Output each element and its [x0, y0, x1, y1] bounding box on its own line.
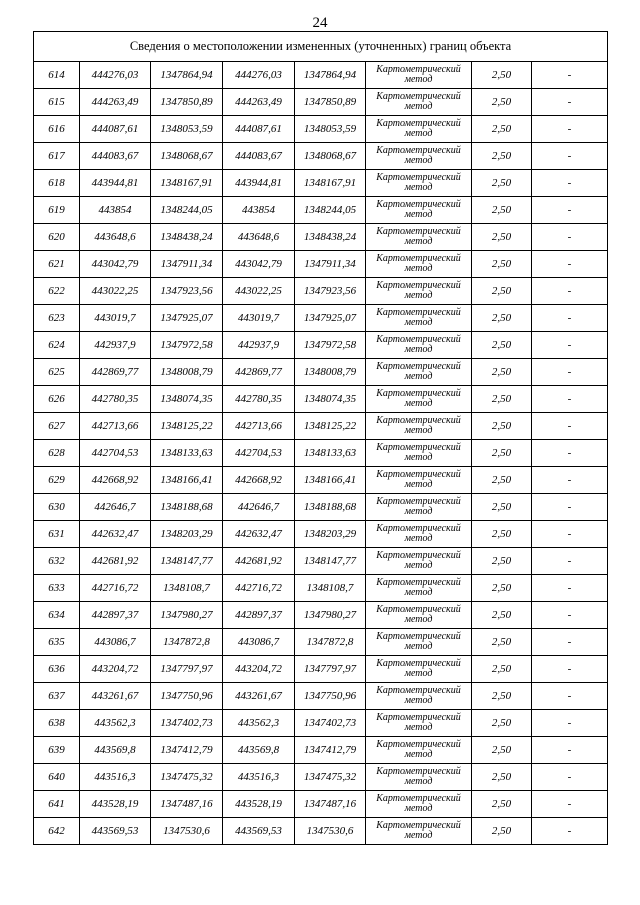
note-cell: - — [532, 278, 608, 305]
existing-x-cell: 443042,79 — [80, 251, 151, 278]
existing-y-cell: 1348244,05 — [151, 197, 223, 224]
refined-x-cell: 443562,3 — [223, 710, 295, 737]
table-row — [34, 305, 608, 332]
method-cell: Картометрический метод — [366, 305, 472, 332]
note-cell: - — [532, 224, 608, 251]
refined-x-cell: 443516,3 — [223, 764, 295, 791]
existing-y-cell: 1347530,6 — [151, 818, 223, 845]
existing-y-cell: 1348188,68 — [151, 494, 223, 521]
accuracy-cell: 2,50 — [472, 683, 532, 710]
point-number-cell: 616 — [34, 116, 80, 143]
existing-y-cell: 1347980,27 — [151, 602, 223, 629]
method-cell: Картометрический метод — [366, 494, 472, 521]
refined-y-cell: 1348068,67 — [295, 143, 366, 170]
existing-x-cell: 443569,8 — [80, 737, 151, 764]
note-cell: - — [532, 170, 608, 197]
method-cell: Картометрический метод — [366, 656, 472, 683]
point-number-cell: 631 — [34, 521, 80, 548]
point-number-cell: 635 — [34, 629, 80, 656]
refined-x-cell: 443204,72 — [223, 656, 295, 683]
existing-y-cell: 1347797,97 — [151, 656, 223, 683]
method-cell: Картометрический метод — [366, 197, 472, 224]
existing-y-cell: 1347487,16 — [151, 791, 223, 818]
method-cell: Картометрический метод — [366, 224, 472, 251]
accuracy-cell: 2,50 — [472, 818, 532, 845]
point-number-cell: 621 — [34, 251, 80, 278]
method-cell: Картометрический метод — [366, 89, 472, 116]
note-cell: - — [532, 602, 608, 629]
table-row — [34, 413, 608, 440]
existing-y-cell: 1347475,32 — [151, 764, 223, 791]
note-cell: - — [532, 683, 608, 710]
refined-y-cell: 1348167,91 — [295, 170, 366, 197]
point-number-cell: 620 — [34, 224, 80, 251]
existing-y-cell: 1347850,89 — [151, 89, 223, 116]
existing-x-cell: 443569,53 — [80, 818, 151, 845]
refined-x-cell: 443022,25 — [223, 278, 295, 305]
refined-y-cell: 1348053,59 — [295, 116, 366, 143]
refined-x-cell: 443086,7 — [223, 629, 295, 656]
table-row — [34, 683, 608, 710]
accuracy-cell: 2,50 — [472, 710, 532, 737]
method-cell: Картометрический метод — [366, 359, 472, 386]
note-cell: - — [532, 386, 608, 413]
table-row — [34, 170, 608, 197]
existing-x-cell: 443019,7 — [80, 305, 151, 332]
accuracy-cell: 2,50 — [472, 278, 532, 305]
point-number-cell: 623 — [34, 305, 80, 332]
existing-y-cell: 1348125,22 — [151, 413, 223, 440]
existing-y-cell: 1348108,7 — [151, 575, 223, 602]
table-row — [34, 386, 608, 413]
point-number-cell: 633 — [34, 575, 80, 602]
accuracy-cell: 2,50 — [472, 521, 532, 548]
table-row — [34, 548, 608, 575]
refined-x-cell: 444087,61 — [223, 116, 295, 143]
note-cell: - — [532, 737, 608, 764]
existing-x-cell: 443261,67 — [80, 683, 151, 710]
note-cell: - — [532, 494, 608, 521]
method-cell: Картометрический метод — [366, 764, 472, 791]
table-row — [34, 467, 608, 494]
note-cell: - — [532, 791, 608, 818]
existing-y-cell: 1347923,56 — [151, 278, 223, 305]
method-cell: Картометрический метод — [366, 575, 472, 602]
method-cell: Картометрический метод — [366, 467, 472, 494]
existing-y-cell: 1348053,59 — [151, 116, 223, 143]
existing-x-cell: 443854 — [80, 197, 151, 224]
existing-y-cell: 1348133,63 — [151, 440, 223, 467]
note-cell: - — [532, 359, 608, 386]
existing-x-cell: 442681,92 — [80, 548, 151, 575]
existing-x-cell: 443562,3 — [80, 710, 151, 737]
existing-x-cell: 443528,19 — [80, 791, 151, 818]
note-cell: - — [532, 413, 608, 440]
refined-x-cell: 443854 — [223, 197, 295, 224]
accuracy-cell: 2,50 — [472, 791, 532, 818]
refined-y-cell: 1348438,24 — [295, 224, 366, 251]
refined-y-cell: 1348074,35 — [295, 386, 366, 413]
method-cell: Картометрический метод — [366, 332, 472, 359]
accuracy-cell: 2,50 — [472, 764, 532, 791]
refined-y-cell: 1348203,29 — [295, 521, 366, 548]
accuracy-cell: 2,50 — [472, 575, 532, 602]
note-cell: - — [532, 629, 608, 656]
refined-x-cell: 442869,77 — [223, 359, 295, 386]
existing-y-cell: 1347911,34 — [151, 251, 223, 278]
refined-y-cell: 1348147,77 — [295, 548, 366, 575]
note-cell: - — [532, 656, 608, 683]
refined-x-cell: 443042,79 — [223, 251, 295, 278]
accuracy-cell: 2,50 — [472, 143, 532, 170]
point-number-cell: 629 — [34, 467, 80, 494]
existing-x-cell: 442716,72 — [80, 575, 151, 602]
note-cell: - — [532, 197, 608, 224]
refined-y-cell: 1347750,96 — [295, 683, 366, 710]
method-cell: Картометрический метод — [366, 683, 472, 710]
existing-y-cell: 1347972,58 — [151, 332, 223, 359]
existing-y-cell: 1348074,35 — [151, 386, 223, 413]
note-cell: - — [532, 89, 608, 116]
accuracy-cell: 2,50 — [472, 467, 532, 494]
refined-x-cell: 444276,03 — [223, 62, 295, 89]
refined-y-cell: 1347850,89 — [295, 89, 366, 116]
table-row — [34, 656, 608, 683]
existing-y-cell: 1347925,07 — [151, 305, 223, 332]
note-cell: - — [532, 116, 608, 143]
point-number-cell: 634 — [34, 602, 80, 629]
table-row — [34, 440, 608, 467]
point-number-cell: 632 — [34, 548, 80, 575]
refined-x-cell: 443261,67 — [223, 683, 295, 710]
table-row — [34, 143, 608, 170]
table-row — [34, 332, 608, 359]
refined-y-cell: 1347923,56 — [295, 278, 366, 305]
point-number-cell: 636 — [34, 656, 80, 683]
accuracy-cell: 2,50 — [472, 89, 532, 116]
existing-x-cell: 444276,03 — [80, 62, 151, 89]
existing-y-cell: 1348068,67 — [151, 143, 223, 170]
existing-x-cell: 442937,9 — [80, 332, 151, 359]
refined-y-cell: 1347864,94 — [295, 62, 366, 89]
refined-y-cell: 1348125,22 — [295, 413, 366, 440]
accuracy-cell: 2,50 — [472, 251, 532, 278]
method-cell: Картометрический метод — [366, 278, 472, 305]
table-row — [34, 89, 608, 116]
note-cell: - — [532, 467, 608, 494]
refined-y-cell: 1347972,58 — [295, 332, 366, 359]
table-row — [34, 629, 608, 656]
point-number-cell: 627 — [34, 413, 80, 440]
method-cell: Картометрический метод — [366, 548, 472, 575]
table-title-row — [34, 32, 608, 62]
method-cell: Картометрический метод — [366, 440, 472, 467]
note-cell: - — [532, 440, 608, 467]
note-cell: - — [532, 143, 608, 170]
method-cell: Картометрический метод — [366, 521, 472, 548]
table-row — [34, 818, 608, 845]
existing-y-cell: 1348167,91 — [151, 170, 223, 197]
refined-x-cell: 442780,35 — [223, 386, 295, 413]
existing-x-cell: 444087,61 — [80, 116, 151, 143]
existing-x-cell: 442897,37 — [80, 602, 151, 629]
existing-x-cell: 443944,81 — [80, 170, 151, 197]
existing-x-cell: 443086,7 — [80, 629, 151, 656]
accuracy-cell: 2,50 — [472, 332, 532, 359]
method-cell: Картометрический метод — [366, 386, 472, 413]
refined-y-cell: 1347412,79 — [295, 737, 366, 764]
refined-y-cell: 1347530,6 — [295, 818, 366, 845]
existing-x-cell: 443204,72 — [80, 656, 151, 683]
note-cell: - — [532, 818, 608, 845]
method-cell: Картометрический метод — [366, 602, 472, 629]
accuracy-cell: 2,50 — [472, 440, 532, 467]
refined-y-cell: 1347911,34 — [295, 251, 366, 278]
point-number-cell: 637 — [34, 683, 80, 710]
existing-x-cell: 443648,6 — [80, 224, 151, 251]
existing-y-cell: 1347750,96 — [151, 683, 223, 710]
method-cell: Картометрический метод — [366, 737, 472, 764]
accuracy-cell: 2,50 — [472, 116, 532, 143]
table-row — [34, 764, 608, 791]
existing-x-cell: 444083,67 — [80, 143, 151, 170]
refined-x-cell: 442646,7 — [223, 494, 295, 521]
point-number-cell: 619 — [34, 197, 80, 224]
existing-x-cell: 442713,66 — [80, 413, 151, 440]
point-number-cell: 626 — [34, 386, 80, 413]
point-number-cell: 638 — [34, 710, 80, 737]
existing-y-cell: 1348438,24 — [151, 224, 223, 251]
existing-x-cell: 442646,7 — [80, 494, 151, 521]
refined-x-cell: 442632,47 — [223, 521, 295, 548]
note-cell: - — [532, 575, 608, 602]
accuracy-cell: 2,50 — [472, 602, 532, 629]
table-row — [34, 278, 608, 305]
accuracy-cell: 2,50 — [472, 656, 532, 683]
table-row — [34, 224, 608, 251]
refined-x-cell: 443944,81 — [223, 170, 295, 197]
method-cell: Картометрический метод — [366, 143, 472, 170]
accuracy-cell: 2,50 — [472, 494, 532, 521]
accuracy-cell: 2,50 — [472, 305, 532, 332]
existing-y-cell: 1348008,79 — [151, 359, 223, 386]
accuracy-cell: 2,50 — [472, 224, 532, 251]
table-row — [34, 116, 608, 143]
point-number-cell: 640 — [34, 764, 80, 791]
point-number-cell: 628 — [34, 440, 80, 467]
accuracy-cell: 2,50 — [472, 359, 532, 386]
method-cell: Картометрический метод — [366, 629, 472, 656]
refined-x-cell: 444083,67 — [223, 143, 295, 170]
refined-y-cell: 1348244,05 — [295, 197, 366, 224]
table-row — [34, 62, 608, 89]
refined-y-cell: 1348133,63 — [295, 440, 366, 467]
existing-y-cell: 1347402,73 — [151, 710, 223, 737]
refined-x-cell: 442713,66 — [223, 413, 295, 440]
table-row — [34, 602, 608, 629]
note-cell: - — [532, 332, 608, 359]
table-row — [34, 197, 608, 224]
refined-y-cell: 1347980,27 — [295, 602, 366, 629]
note-cell: - — [532, 710, 608, 737]
note-cell: - — [532, 548, 608, 575]
accuracy-cell: 2,50 — [472, 386, 532, 413]
point-number-cell: 625 — [34, 359, 80, 386]
accuracy-cell: 2,50 — [472, 737, 532, 764]
refined-y-cell: 1348008,79 — [295, 359, 366, 386]
refined-x-cell: 443528,19 — [223, 791, 295, 818]
method-cell: Картометрический метод — [366, 791, 472, 818]
refined-y-cell: 1347797,97 — [295, 656, 366, 683]
method-cell: Картометрический метод — [366, 818, 472, 845]
existing-y-cell: 1347412,79 — [151, 737, 223, 764]
table-row — [34, 494, 608, 521]
refined-x-cell: 443569,53 — [223, 818, 295, 845]
refined-y-cell: 1347487,16 — [295, 791, 366, 818]
point-number-cell: 615 — [34, 89, 80, 116]
method-cell: Картометрический метод — [366, 116, 472, 143]
refined-y-cell: 1347872,8 — [295, 629, 366, 656]
point-number-cell: 630 — [34, 494, 80, 521]
existing-y-cell: 1347864,94 — [151, 62, 223, 89]
refined-y-cell: 1347925,07 — [295, 305, 366, 332]
existing-x-cell: 443516,3 — [80, 764, 151, 791]
refined-x-cell: 442681,92 — [223, 548, 295, 575]
refined-y-cell: 1347475,32 — [295, 764, 366, 791]
refined-x-cell: 442937,9 — [223, 332, 295, 359]
note-cell: - — [532, 251, 608, 278]
existing-x-cell: 442704,53 — [80, 440, 151, 467]
table-row — [34, 710, 608, 737]
method-cell: Картометрический метод — [366, 413, 472, 440]
existing-x-cell: 442869,77 — [80, 359, 151, 386]
refined-x-cell: 442897,37 — [223, 602, 295, 629]
method-cell: Картометрический метод — [366, 170, 472, 197]
accuracy-cell: 2,50 — [472, 548, 532, 575]
existing-x-cell: 442780,35 — [80, 386, 151, 413]
refined-x-cell: 444263,49 — [223, 89, 295, 116]
table-row — [34, 359, 608, 386]
refined-x-cell: 443019,7 — [223, 305, 295, 332]
page-number: 24 — [312, 15, 328, 31]
note-cell: - — [532, 521, 608, 548]
existing-x-cell: 443022,25 — [80, 278, 151, 305]
note-cell: - — [532, 62, 608, 89]
table-row — [34, 791, 608, 818]
method-cell: Картометрический метод — [366, 62, 472, 89]
accuracy-cell: 2,50 — [472, 170, 532, 197]
refined-x-cell: 442704,53 — [223, 440, 295, 467]
table-row — [34, 737, 608, 764]
table-row — [34, 521, 608, 548]
table-title: Сведения о местоположении измененных (уточненных) границ объекта — [34, 32, 608, 62]
table-body — [34, 62, 608, 845]
point-number-cell: 618 — [34, 170, 80, 197]
refined-x-cell: 442668,92 — [223, 467, 295, 494]
method-cell: Картометрический метод — [366, 251, 472, 278]
accuracy-cell: 2,50 — [472, 197, 532, 224]
existing-x-cell: 444263,49 — [80, 89, 151, 116]
point-number-cell: 617 — [34, 143, 80, 170]
table-row — [34, 575, 608, 602]
existing-y-cell: 1348166,41 — [151, 467, 223, 494]
point-number-cell: 639 — [34, 737, 80, 764]
note-cell: - — [532, 305, 608, 332]
existing-y-cell: 1348203,29 — [151, 521, 223, 548]
refined-x-cell: 442716,72 — [223, 575, 295, 602]
refined-y-cell: 1347402,73 — [295, 710, 366, 737]
accuracy-cell: 2,50 — [472, 413, 532, 440]
note-cell: - — [532, 764, 608, 791]
refined-y-cell: 1348108,7 — [295, 575, 366, 602]
existing-y-cell: 1347872,8 — [151, 629, 223, 656]
refined-y-cell: 1348166,41 — [295, 467, 366, 494]
refined-x-cell: 443648,6 — [223, 224, 295, 251]
point-number-cell: 614 — [34, 62, 80, 89]
point-number-cell: 641 — [34, 791, 80, 818]
boundary-coordinates-table — [33, 31, 608, 845]
existing-x-cell: 442668,92 — [80, 467, 151, 494]
refined-y-cell: 1348188,68 — [295, 494, 366, 521]
accuracy-cell: 2,50 — [472, 629, 532, 656]
accuracy-cell: 2,50 — [472, 62, 532, 89]
point-number-cell: 622 — [34, 278, 80, 305]
existing-x-cell: 442632,47 — [80, 521, 151, 548]
table-row — [34, 251, 608, 278]
point-number-cell: 642 — [34, 818, 80, 845]
existing-y-cell: 1348147,77 — [151, 548, 223, 575]
method-cell: Картометрический метод — [366, 710, 472, 737]
point-number-cell: 624 — [34, 332, 80, 359]
refined-x-cell: 443569,8 — [223, 737, 295, 764]
